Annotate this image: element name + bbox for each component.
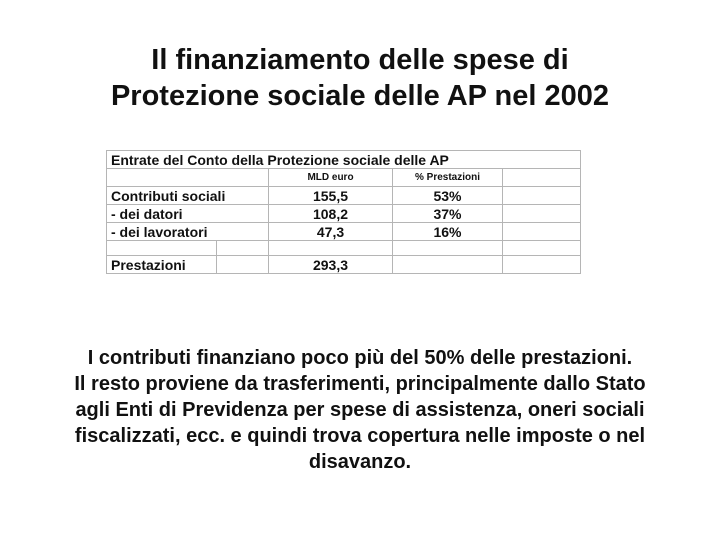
table-spacer-row [107,241,581,256]
table-cell-empty [217,241,269,256]
table-cell-empty [503,241,581,256]
row-label: - dei lavoratori [107,223,269,241]
table-cell-empty [393,241,503,256]
table-cell-empty [503,187,581,205]
table-cell-empty [107,169,269,187]
table-caption: Entrate del Conto della Protezione sociale delle AP [107,151,581,169]
title-line-2: Protezione sociale delle AP nel 2002 [110,80,610,112]
row-label: Contributi sociali [107,187,269,205]
text-line: I contributi finanziano poco più del 50% delle prestazioni. [87,347,633,369]
total-label: Prestazioni [107,256,217,274]
table-cell-empty [503,256,581,274]
table-caption-row [107,151,581,169]
row-mld-value: 108,2 [269,205,393,223]
table-cell-empty [217,256,269,274]
row-label: - dei datori [107,205,269,223]
row-pct-value: 37% [393,205,503,223]
row-pct-value: 16% [393,223,503,241]
total-pct-value [393,256,503,274]
table-row [107,205,581,223]
row-pct-value: 53% [393,187,503,205]
revenue-table [106,150,581,274]
text-line: Il resto proviene da trasferimenti, principalmente dallo Stato [74,373,646,395]
table-total-row [107,256,581,274]
text-line: fiscalizzati, ecc. e quindi trova copertura nelle imposte o nel [74,425,646,447]
page-title [0,42,720,114]
column-header-mld: MLD euro [269,169,393,187]
table-cell-empty [503,205,581,223]
title-line-1: Il finanziamento delle spese di [151,44,569,76]
text-line: agli Enti di Previdenza per spese di assistenza, oneri sociali [75,399,645,421]
table-cell-empty [107,241,217,256]
table-header-row [107,169,581,187]
table-row [107,223,581,241]
table-cell-empty [503,223,581,241]
explanation-text [0,345,720,475]
column-header-pct: % Prestazioni [393,169,503,187]
table-cell-empty [503,169,581,187]
row-mld-value: 47,3 [269,223,393,241]
table-cell-empty [269,241,393,256]
text-line: disavanzo. [308,451,412,473]
total-mld-value: 293,3 [269,256,393,274]
table-row [107,187,581,205]
row-mld-value: 155,5 [269,187,393,205]
